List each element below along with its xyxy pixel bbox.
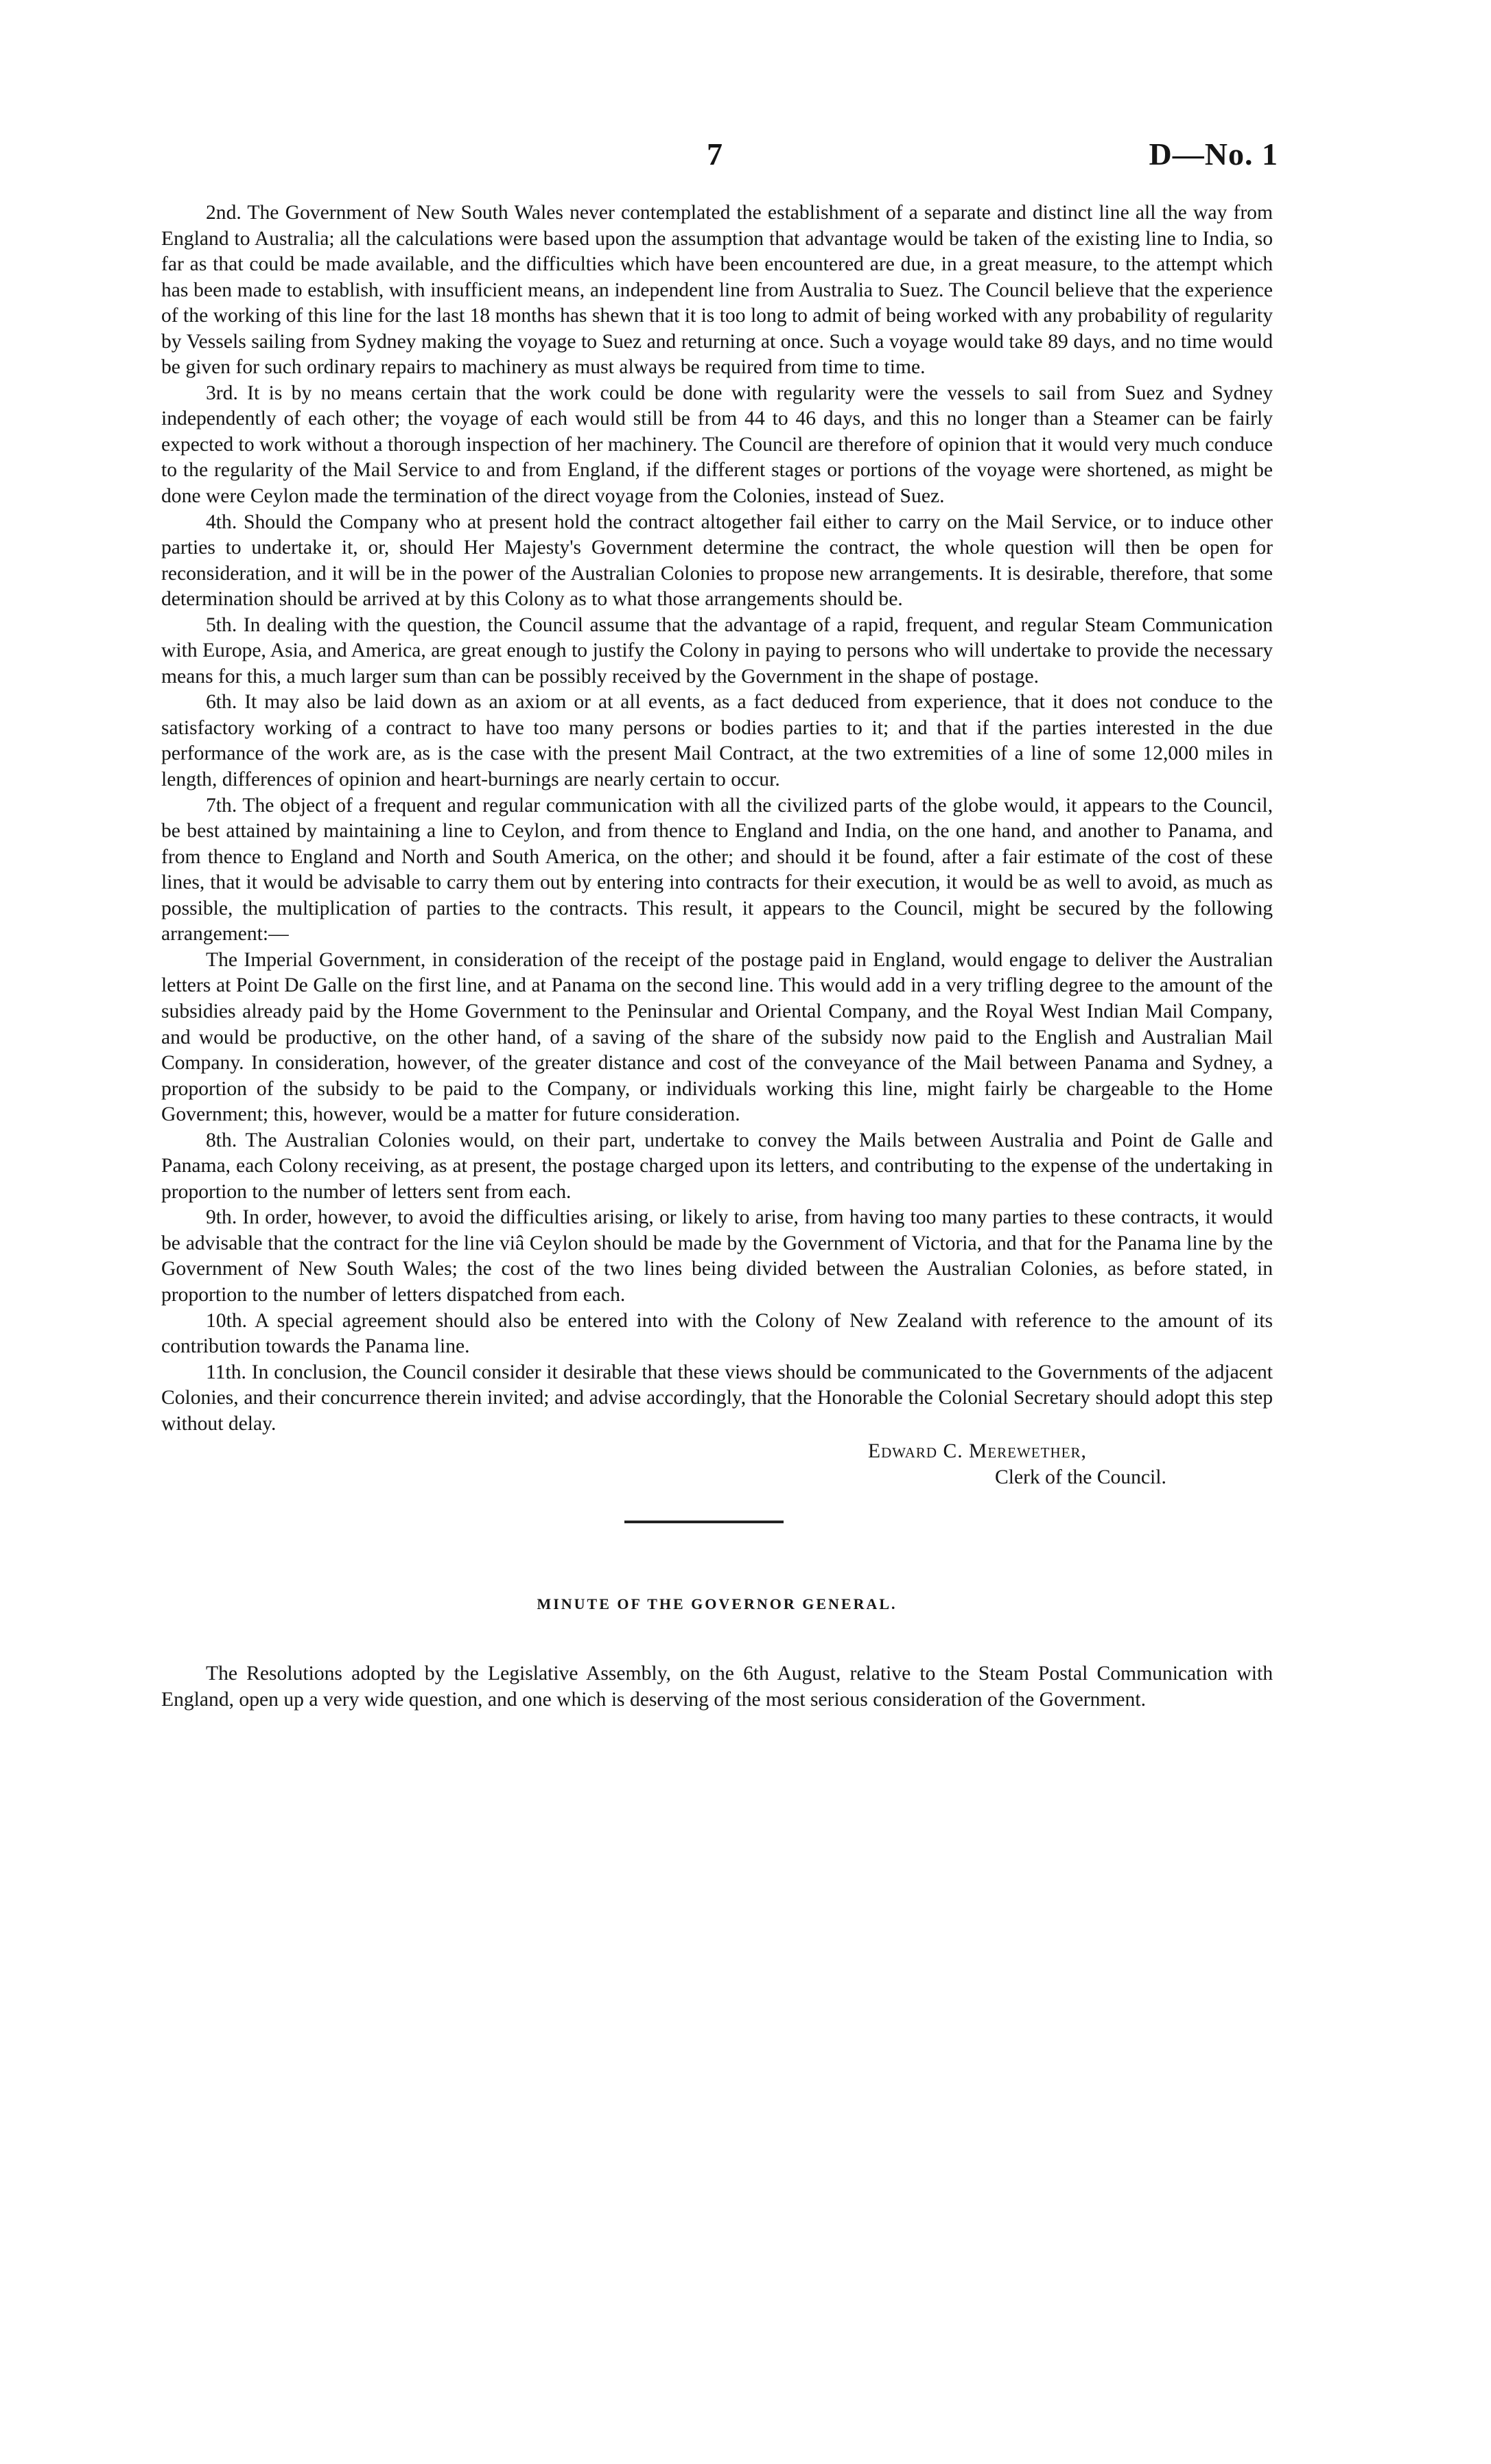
paragraph-4th: 4th. Should the Company who at present hold the contract altogether fail either to carry on the Mail Service, or to induce other parties to undertake it, or, should Her Majesty's Government determine the contract, the whole question will then be open for reconsideration, and it will be in the power of the Australian Colonies to propose new arrangements. It is desirable, therefore, that some determination should be arrived at by this Colony as to what those arrangements should be. bbox=[161, 511, 1273, 611]
page-number: 7 bbox=[707, 137, 723, 172]
minute-heading: MINUTE OF THE GOVERNOR GENERAL. bbox=[537, 1595, 897, 1613]
paragraph-7th: 7th. The object of a frequent and regular communication with all the civilized parts of the globe would, it appears to the Council, be best attained by maintaining a line to Ceylon, and from thence to England and India, on the one hand, and another to Panama, and from thence to England and North and South America, on the other; and should it be found, after a fair estimate of the cost of these lines, that it would be advisable to carry them out by entering into contracts for their execution, it would be as well to avoid, as much as possible, the multiplication of parties to the contracts. This result, it appears to the Council, might be secured by the following arrangement:— bbox=[161, 794, 1273, 946]
signature-title: Clerk of the Council. bbox=[995, 1466, 1166, 1489]
paragraph-imperial-government: The Imperial Government, in consideration of the receipt of the postage paid in England, would engage to deliver the Australian letters at Point De Galle on the first line, and at Panama on the second line. This would add in a very trifling degree to the amount of the subsidies already paid by the Home Government to the Peninsular and Oriental Company, and the Royal West Indian Mail Company, and would be productive, on the other hand, of a saving of the share of the subsidy now paid to the English and Australian Mail Company. In consideration, however, of the greater distance and cost of the conveyance of the Mail between Panama and Sydney, a proportion of the subsidy to be paid to the Company, or individuals working this line, might fairly be chargeable to the Home Government; this, however, would be a matter for future consideration. bbox=[161, 948, 1273, 1126]
signature-name: Edward C. Merewether, bbox=[868, 1440, 1087, 1463]
minute-paragraph: The Resolutions adopted by the Legislative Assembly, on the 6th August, relative to the Steam Postal Communication with England, open up a very wide question, and one which is deserving of the most serious consideration of the Government. bbox=[161, 1663, 1273, 1711]
paragraph-8th: 8th. The Australian Colonies would, on their part, undertake to convey the Mails between Australia and Point de Galle and Panama, each Colony receiving, as at present, the postage charged upon its letters, and contributing to the expense of the undertaking in proportion to the number of letters sent from each. bbox=[161, 1129, 1273, 1203]
paragraph-11th: 11th. In conclusion, the Council consider it desirable that these views should be communicated to the Governments of the adjacent Colonies, and their concurrence therein invited; and advise accordingly, that the Honorable the Colonial Secretary should adopt this step without delay. bbox=[161, 1361, 1273, 1435]
page-header bbox=[0, 136, 1491, 177]
paragraph-5th: 5th. In dealing with the question, the Council assume that the advantage of a rapid, frequent, and regular Steam Communication with Europe, Asia, and America, are great enough to justify the Colony in paying to persons who will undertake to provide the necessary means for this, a much larger sum than can be possibly received by the Government in the shape of postage. bbox=[161, 613, 1273, 688]
section-divider bbox=[624, 1521, 784, 1523]
paragraph-6th: 6th. It may also be laid down as an axiom or at all events, as a fact deduced from experience, that it does not conduce to the satisfactory working of a contract to have too many persons or bodies parties to it; and that if the parties interested in the due performance of the work are, as is the case with the present Mail Contract, at the two extremities of a line of some 12,000 miles in length, differences of opinion and heart-burnings are nearly certain to occur. bbox=[161, 691, 1273, 791]
paragraph-10th: 10th. A special agreement should also be entered into with the Colony of New Zealand with reference to the amount of its contribution towards the Panama line. bbox=[161, 1309, 1273, 1358]
signature-block bbox=[161, 1438, 1273, 1490]
paragraph-3rd: 3rd. It is by no means certain that the work could be done with regularity were the vessels to sail from Suez and Sydney independently of each other; the voyage of each would still be from 44 to 46 days, and this no longer than a Steamer can be fairly expected to work without a thorough inspection of her machinery. The Council are therefore of opinion that it would very much conduce to the regularity of the Mail Service to and from England, if the different stages or portions of the voyage were shortened, as might be done were Ceylon made the termination of the direct voyage from the Colonies, instead of Suez. bbox=[161, 382, 1273, 508]
body-text bbox=[161, 200, 1273, 1713]
paragraph-2nd: 2nd. The Government of New South Wales never contemplated the establishment of a separate and distinct line all the way from England to Australia; all the calculations were based upon the assumption that advantage would be taken of the existing line to India, so far as that could be made available, and the difficulties which have been encountered are due, in a great measure, to the attempt which has been made to establish, with insufficient means, an independent line from Australia to Suez. The Council believe that the experience of the working of this line for the last 18 months has shewn that it is too long to admit of being worked with any probability of regularity by Vessels sailing from Sydney making the voyage to Suez and returning at once. Such a voyage would take 89 days, and no time would be given for such ordinary repairs to machinery as must always be required from time to time. bbox=[161, 202, 1273, 379]
document-reference: D—No. 1 bbox=[1149, 137, 1278, 172]
paragraph-9th: 9th. In order, however, to avoid the difficulties arising, or likely to arise, from having too many parties to these contracts, it would be advisable that the contract for the line viâ Ceylon should be made by the Government of Victoria, and that for the Panama line by the Government of New South Wales; the cost of the two lines being divided between the Australian Colonies, as before stated, in proportion to the number of letters dispatched from each. bbox=[161, 1206, 1273, 1306]
